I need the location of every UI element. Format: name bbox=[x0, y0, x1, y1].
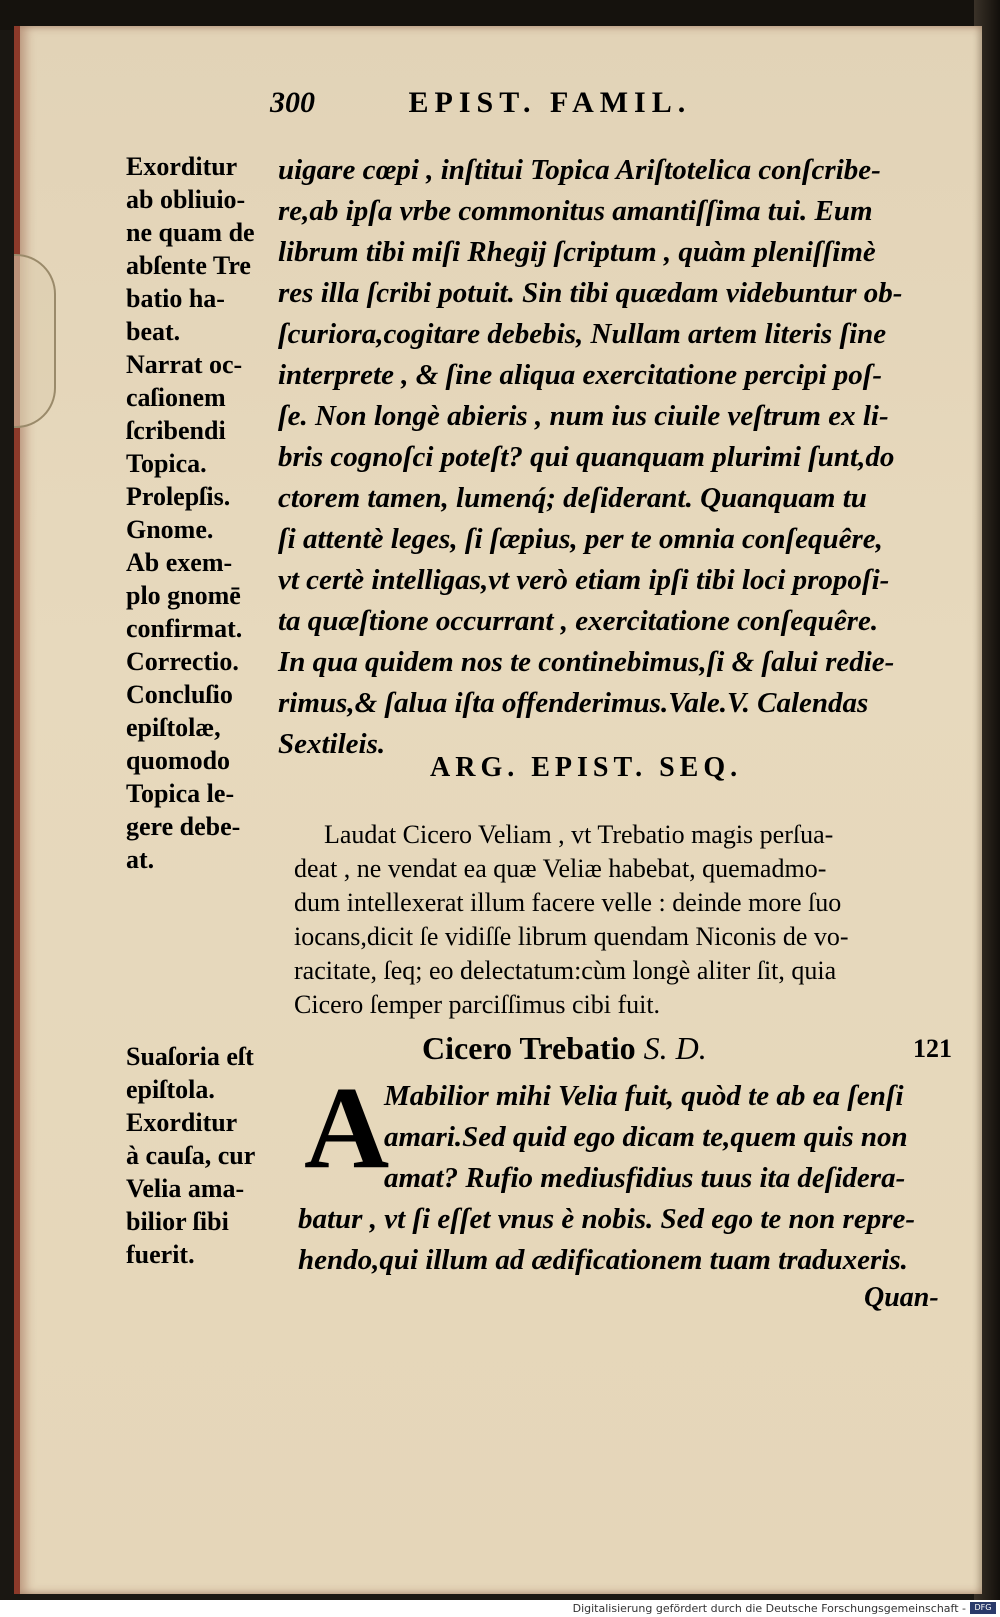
dfg-logo-icon: DFG bbox=[970, 1602, 996, 1614]
text-line: ſi attentè leges, ſi ſæpius, per te omnia conſequêre, bbox=[278, 523, 883, 555]
margin-note-line: Prolepſis. bbox=[126, 482, 231, 511]
margin-note-line: ſcribendi bbox=[126, 416, 226, 445]
footer-credit: Digitalisierung gefördert durch die Deutsche Forschungsgemeinschaft - bbox=[572, 1602, 966, 1615]
margin-note-line: Narrat oc- bbox=[126, 350, 243, 379]
epistle-heading bbox=[422, 1030, 952, 1067]
text-line: uigare cœpi , inſtitui Topica Ariſtotelica conſcribe- bbox=[278, 154, 881, 186]
margin-note-line: à cauſa, cur bbox=[126, 1141, 256, 1170]
digitization-footer bbox=[0, 1600, 1000, 1617]
text-line: amat? Rufio mediusfidius tuus ita deſidera- bbox=[384, 1162, 906, 1194]
text-line: bris cognoſci poteſt? qui quanquam plurimi ſunt,do bbox=[278, 441, 895, 473]
margin-note-line: quomodo bbox=[126, 746, 231, 775]
margin-note-line: Suaſoria eſt bbox=[126, 1042, 254, 1071]
text-line: vt certè intelligas,vt verò etiam ipſi tibi loci propoſi- bbox=[278, 564, 890, 596]
margin-note-line: Correctio. bbox=[126, 647, 239, 676]
text-line: rimus,& ſalua iſta offenderimus.Vale.V. Calendas bbox=[278, 687, 869, 719]
text-line: Laudat Cicero Veliam , vt Trebatio magis perſua- bbox=[324, 820, 834, 849]
margin-note-line: Topica. bbox=[126, 449, 207, 478]
margin-note-line: Exorditur bbox=[126, 1108, 238, 1137]
text-line: In qua quidem nos te continebimus,ſi & ſalui redie- bbox=[278, 646, 895, 678]
margin-note-line: caſionem bbox=[126, 383, 226, 412]
text-line: interprete , & ſine aliqua exercitatione percipi poſ- bbox=[278, 359, 883, 391]
text-line: Sextileis. bbox=[278, 728, 386, 760]
epistle-title: Cicero Trebatio bbox=[422, 1030, 636, 1066]
margin-note-line: gere debe- bbox=[126, 812, 241, 841]
margin-note-line: Velia ama- bbox=[126, 1174, 245, 1203]
text-line: dum intellexerat illum facere velle : deinde more ſuo bbox=[294, 888, 842, 917]
text-line: Cicero ſemper parciſſimus cibi fuit. bbox=[294, 990, 661, 1019]
margin-note-line: Exorditur bbox=[126, 152, 238, 181]
margin-note-line: ne quam de bbox=[126, 218, 255, 247]
margin-note-line: confirmat. bbox=[126, 614, 243, 643]
text-line: batur , vt ſi eſſet vnus è nobis. Sed ego te non repre- bbox=[298, 1203, 916, 1235]
text-line: ſe. Non longè abieris , num ius ciuile veſtrum ex li- bbox=[278, 400, 889, 432]
text-line: iocans,dicit ſe vidiſſe librum quendam Niconis de vo- bbox=[294, 922, 849, 951]
margin-note-line: Concluſio bbox=[126, 680, 233, 709]
catchword: Quan- bbox=[864, 1282, 939, 1313]
margin-note-line: Gnome. bbox=[126, 515, 214, 544]
margin-note-line: epiſtolæ, bbox=[126, 713, 221, 742]
margin-note-line: bilior ſibi bbox=[126, 1207, 229, 1236]
running-title: EPIST. FAMIL. bbox=[408, 86, 692, 119]
text-line: ctorem tamen, lumenq́; deſiderant. Quanquam tu bbox=[278, 482, 867, 514]
margin-note-line: fuerit. bbox=[126, 1240, 195, 1269]
text-line: re,ab ipſa vrbe commonitus amantiſſima tui. Eum bbox=[278, 195, 873, 227]
margin-note-line: abſente Tre bbox=[126, 251, 251, 280]
text-line: amari.Sed quid ego dicam te,quem quis non bbox=[384, 1121, 908, 1153]
text-line: deat , ne vendat ea quæ Veliæ habebat, quemadmo- bbox=[294, 854, 827, 883]
margin-note-line: Topica le- bbox=[126, 779, 235, 808]
text-line: hendo,qui illum ad ædificationem tuam traduxeris. bbox=[298, 1244, 908, 1276]
margin-note-line: ab obliuio- bbox=[126, 185, 246, 214]
margin-note-line: plo gnomē bbox=[126, 581, 241, 610]
epistle-number: 121 bbox=[913, 1034, 952, 1063]
epistle-text bbox=[298, 1076, 954, 1281]
text-line: Mabilior mihi Velia fuit, quòd te ab ea ſenſi bbox=[384, 1080, 904, 1112]
text-line: ta quæſtione occurrant , exercitatione conſequêre. bbox=[278, 605, 879, 637]
margin-note-line: batio ha- bbox=[126, 284, 225, 313]
bookmark-tab bbox=[14, 254, 56, 428]
argument-text bbox=[294, 818, 954, 1022]
text-line: librum tibi miſi Rhegij ſcriptum , quàm pleniſſimè bbox=[278, 236, 876, 268]
drop-cap: A bbox=[304, 1062, 390, 1193]
text-line: racitate, ſeq; eo delectatum:cùm longè aliter ſit, quia bbox=[294, 956, 837, 985]
text-line: ſcuriora,cogitare debebis, Nullam artem literis ſine bbox=[278, 318, 887, 350]
margin-note-line: at. bbox=[126, 845, 155, 874]
margin-note-line: epiſtola. bbox=[126, 1075, 215, 1104]
margin-note-line: Ab exem- bbox=[126, 548, 233, 577]
page-number: 300 bbox=[270, 86, 315, 119]
text-line: res illa ſcribi potuit. Sin tibi quædam videbuntur ob- bbox=[278, 277, 903, 309]
running-header bbox=[270, 86, 691, 120]
margin-note-line: beat. bbox=[126, 317, 181, 346]
margin-notes-bottom bbox=[126, 1040, 306, 1271]
argument-heading: ARG. EPIST. SEQ. bbox=[430, 752, 743, 783]
epistle-salutation: S. D. bbox=[643, 1030, 707, 1066]
main-text bbox=[278, 150, 948, 765]
